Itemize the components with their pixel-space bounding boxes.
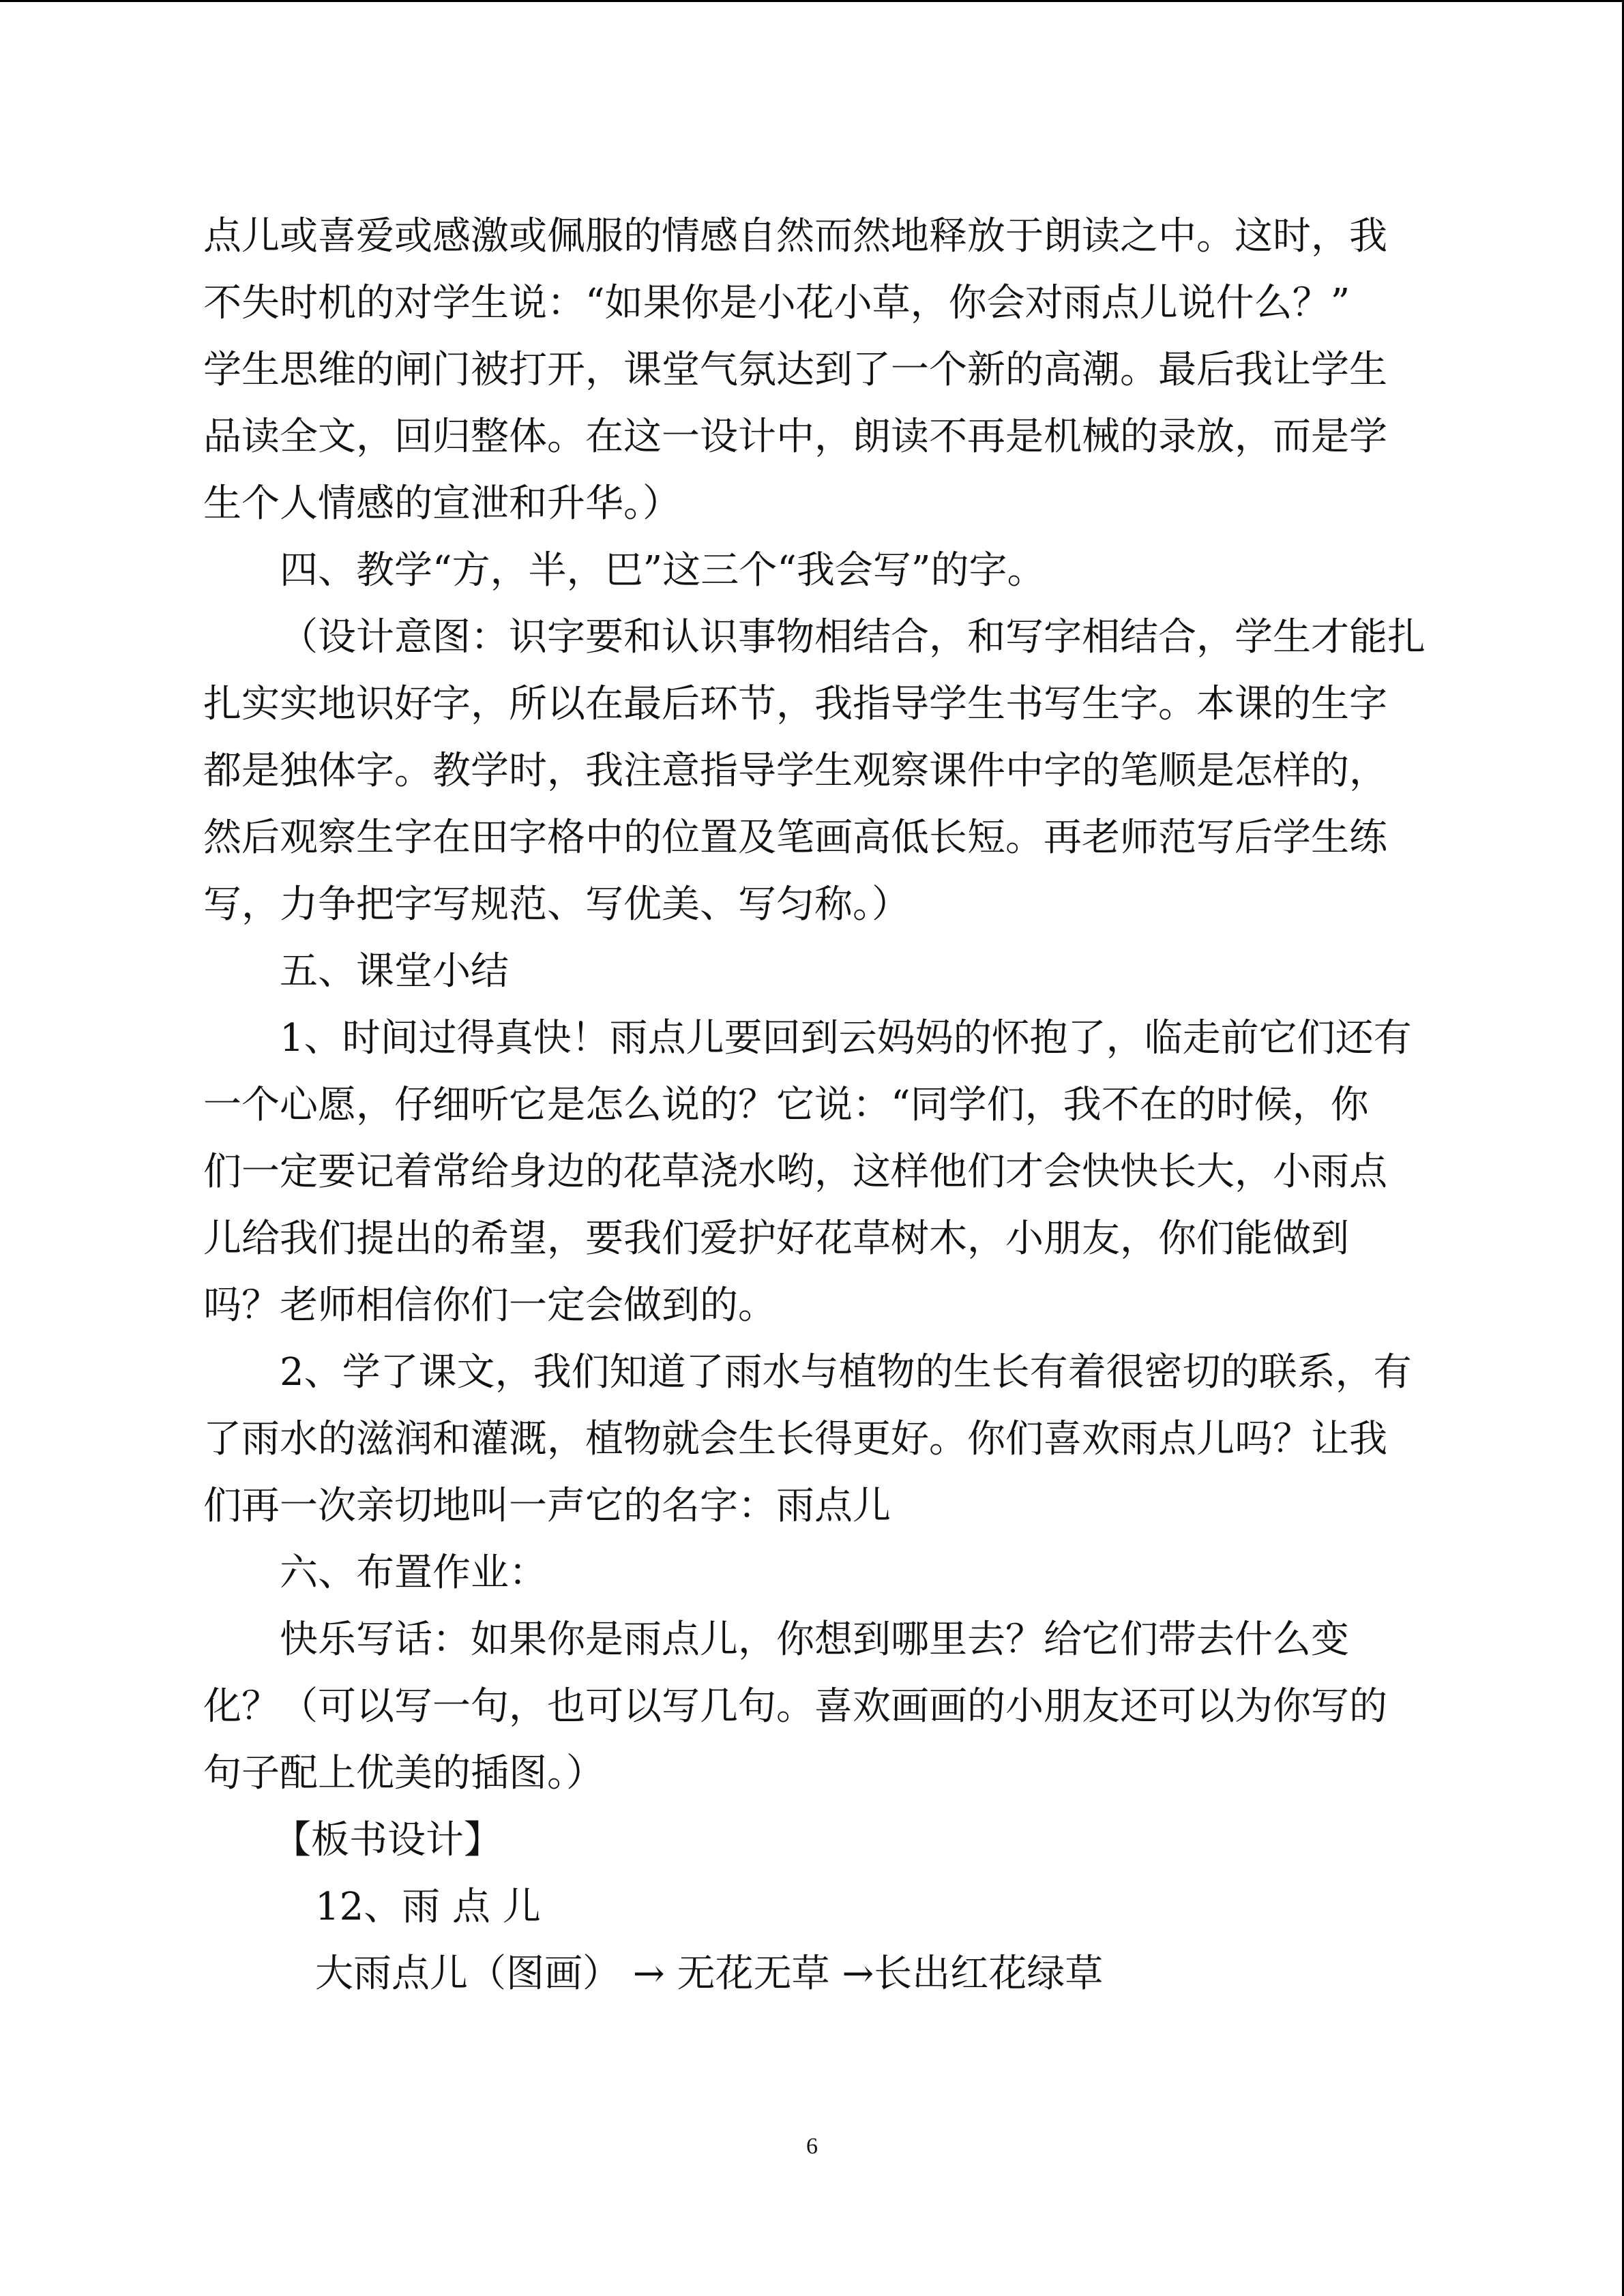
body-line: 点儿或喜爱或感激或佩服的情感自然而然地释放于朗读之中。这时，我: [203, 214, 1387, 258]
body-line: 都是独体字。教学时，我注意指导学生观察课件中字的笔顺是怎样的，: [203, 749, 1387, 793]
body-line: 儿给我们提出的希望，要我们爱护好花草树木，小朋友，你们能做到: [203, 1217, 1349, 1261]
body-line: （设计意图：识字要和认识事物相结合，和写字相结合，学生才能扎: [280, 615, 1426, 659]
body-line: 写，力争把字写规范、写优美、写匀称。）: [203, 882, 910, 927]
body-line: 吗？老师相信你们一定会做到的。: [203, 1283, 776, 1328]
body-line: 品读全文，回归整体。在这一设计中，朗读不再是机械的录放，而是学: [203, 415, 1387, 459]
body-line: 快乐写话：如果你是雨点儿，你想到哪里去？给它们带去什么变: [280, 1617, 1349, 1662]
top-border: [0, 0, 1624, 2]
section-heading: 五、课堂小结: [280, 949, 509, 994]
body-line: 然后观察生字在田字格中的位置及笔画高低长短。再老师范写后学生练: [203, 816, 1387, 860]
body-line: 1、时间过得真快！雨点儿要回到云妈妈的怀抱了，临走前它们还有: [280, 1016, 1412, 1060]
section-heading: 四、教学“方，半，巴”这三个“我会写”的字。: [280, 548, 1046, 593]
section-heading: 六、布置作业：: [280, 1551, 547, 1595]
body-line: 学生思维的闸门被打开，课堂气氛达到了一个新的高潮。最后我让学生: [203, 348, 1387, 392]
body-line: 生个人情感的宣泄和升华。）: [203, 481, 681, 526]
body-line: 扎实实地识好字，所以在最后环节，我指导学生书写生字。本课的生字: [203, 682, 1387, 726]
body-line: 句子配上优美的插图。）: [203, 1751, 604, 1795]
page-number: 6: [806, 2134, 818, 2159]
body-line: 了雨水的滋润和灌溉，植物就会生长得更好。你们喜欢雨点儿吗？让我: [203, 1417, 1387, 1461]
board-title: 12、雨 点 儿: [315, 1885, 541, 1929]
body-line: 不失时机的对学生说：“如果你是小花小草，你会对雨点儿说什么？”: [203, 281, 1350, 325]
body-line: 们一定要记着常给身边的花草浇水哟，这样他们才会快快长大，小雨点: [203, 1150, 1387, 1194]
body-line: 2、学了课文，我们知道了雨水与植物的生长有着很密切的联系，有: [280, 1350, 1412, 1395]
board-flow: 大雨点儿（图画） → 无花无草 →长出红花绿草: [315, 1952, 1104, 1996]
body-line: 化？（可以写一句，也可以写几句。喜欢画画的小朋友还可以为你写的: [203, 1684, 1387, 1729]
body-line: 们再一次亲切地叫一声它的名字：雨点儿: [203, 1484, 891, 1528]
document-body: [203, 203, 1426, 2008]
board-design-heading: 【板书设计】: [273, 1818, 502, 1862]
body-line: 一个心愿，仔细听它是怎么说的？它说：“同学们，我不在的时候，你: [203, 1083, 1369, 1127]
